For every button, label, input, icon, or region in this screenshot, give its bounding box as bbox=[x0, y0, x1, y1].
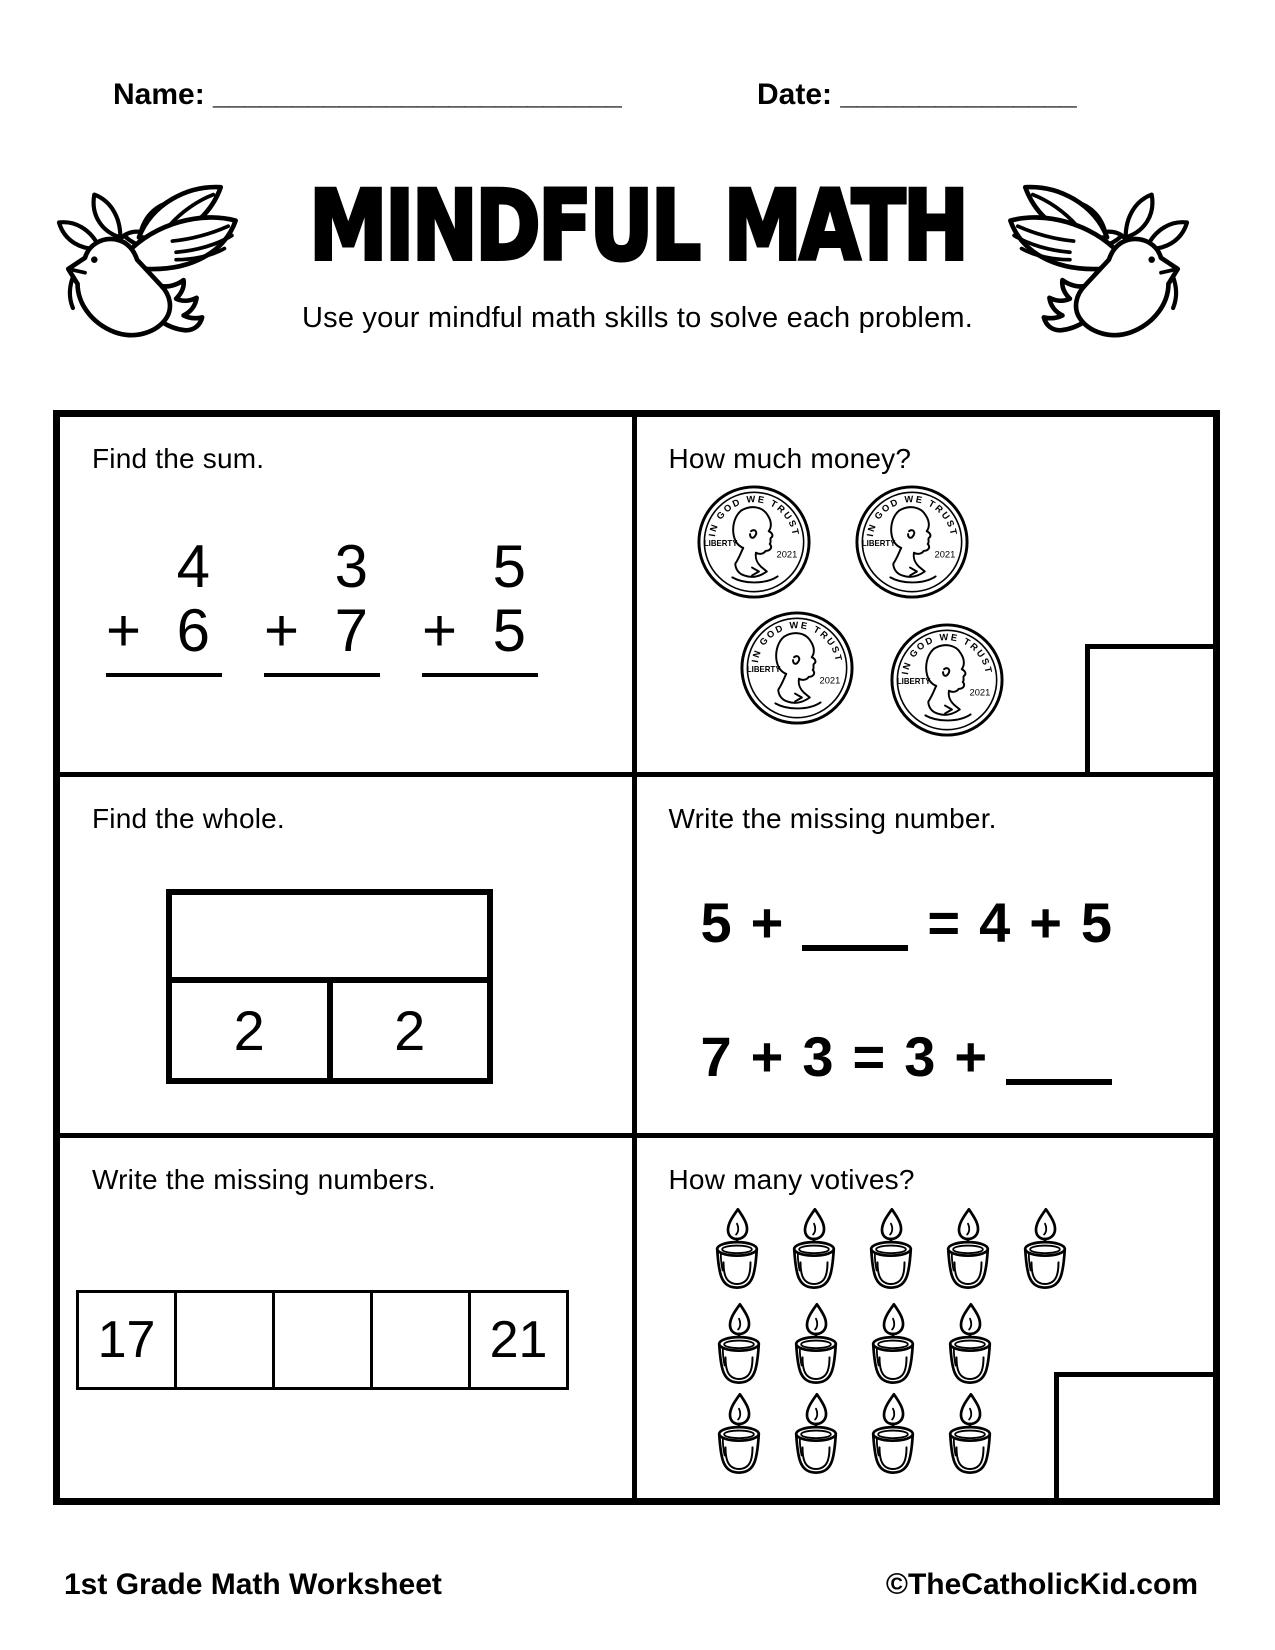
page-title: MINDFUL MATH bbox=[308, 170, 967, 282]
equation-token: 3 bbox=[904, 1025, 936, 1089]
equation bbox=[700, 1025, 1113, 1089]
answer-box[interactable] bbox=[1054, 1372, 1213, 1498]
addend-bottom: 7 bbox=[334, 597, 368, 664]
equation-token: 3 bbox=[802, 1025, 834, 1089]
section-money bbox=[637, 417, 1214, 777]
penny-coin-icon bbox=[695, 483, 813, 601]
penny-coin-icon bbox=[738, 609, 856, 727]
votive-candle-icon bbox=[712, 1391, 766, 1475]
plus-sign: + bbox=[422, 597, 458, 664]
votive-candle-icon bbox=[710, 1206, 764, 1290]
candle-row bbox=[710, 1206, 1072, 1290]
votive-candle-icon bbox=[712, 1301, 766, 1385]
section-find-whole bbox=[60, 777, 637, 1137]
name-field bbox=[113, 78, 621, 112]
section-votives bbox=[637, 1138, 1214, 1498]
penny-coin-icon bbox=[853, 483, 971, 601]
equation-token: 7 bbox=[700, 1025, 732, 1089]
votive-candle-icon bbox=[866, 1301, 920, 1385]
section-heading: Find the sum. bbox=[92, 443, 265, 474]
equation-token: + bbox=[750, 1025, 784, 1089]
votive-candle-icon bbox=[866, 1391, 920, 1475]
addend-top: 5 bbox=[492, 533, 526, 600]
footer-copyright: ©TheCatholicKid.com bbox=[885, 1568, 1198, 1601]
sequence-box-empty[interactable] bbox=[272, 1290, 373, 1390]
sequence-box: 17 bbox=[76, 1290, 177, 1390]
date-label: Date: bbox=[757, 78, 833, 111]
addition-problem[interactable] bbox=[422, 533, 538, 677]
part-box: 2 bbox=[172, 983, 333, 1078]
addend-top: 4 bbox=[176, 533, 210, 600]
penny-coin-icon bbox=[888, 621, 1006, 739]
addition-problem[interactable] bbox=[106, 533, 222, 677]
addend-bottom: 6 bbox=[176, 597, 210, 664]
footer-worksheet-label: 1st Grade Math Worksheet bbox=[64, 1568, 442, 1601]
candle-row bbox=[712, 1301, 997, 1385]
votive-candle-icon bbox=[789, 1301, 843, 1385]
equation-token: 4 bbox=[979, 891, 1011, 955]
addend-top: 3 bbox=[334, 533, 368, 600]
section-heading: How many votives? bbox=[668, 1163, 915, 1195]
section-missing-numbers bbox=[60, 1138, 637, 1498]
votive-candle-icon bbox=[941, 1206, 995, 1290]
equation-token: = bbox=[852, 1025, 886, 1089]
equation-token: 5 bbox=[1080, 891, 1113, 955]
plus-sign: + bbox=[264, 597, 300, 664]
votive-candle-icon bbox=[1018, 1206, 1072, 1290]
answer-box[interactable] bbox=[1085, 644, 1213, 772]
equation-token: + bbox=[750, 891, 784, 955]
section-heading: Write the missing numbers. bbox=[92, 1163, 436, 1195]
addition-problems bbox=[106, 533, 538, 677]
votive-candle-icon bbox=[943, 1301, 997, 1385]
equation-token: + bbox=[1029, 891, 1062, 955]
votive-candle-icon bbox=[864, 1206, 918, 1290]
section-heading: How much money? bbox=[668, 443, 912, 474]
part-part-whole-diagram bbox=[166, 889, 493, 1084]
answer-blank[interactable] bbox=[1006, 1041, 1112, 1085]
name-blank-line[interactable]: __________________________ bbox=[213, 78, 621, 111]
addend-bottom: 5 bbox=[492, 597, 526, 664]
votive-candle-icon bbox=[789, 1391, 843, 1475]
plus-sign: + bbox=[106, 597, 142, 664]
votive-candle-icon bbox=[787, 1206, 841, 1290]
sequence-box-empty[interactable] bbox=[174, 1290, 275, 1390]
number-sequence bbox=[76, 1290, 569, 1390]
name-label: Name: bbox=[113, 78, 205, 111]
section-find-sum bbox=[60, 417, 637, 777]
section-heading: Find the whole. bbox=[92, 803, 285, 835]
equation-token: + bbox=[954, 1025, 988, 1089]
whole-box[interactable] bbox=[172, 895, 487, 983]
sequence-box: 21 bbox=[468, 1290, 569, 1390]
section-missing-number bbox=[637, 777, 1214, 1137]
votive-candle-icon bbox=[943, 1391, 997, 1475]
date-field bbox=[757, 78, 1076, 112]
candle-row bbox=[712, 1391, 997, 1475]
sequence-box-empty[interactable] bbox=[370, 1290, 471, 1390]
date-blank-line[interactable]: _______________ bbox=[840, 78, 1076, 111]
section-heading: Write the missing number. bbox=[668, 803, 997, 835]
answer-blank[interactable] bbox=[802, 907, 908, 951]
part-box: 2 bbox=[394, 999, 426, 1063]
page-subtitle: Use your mindful math skills to solve each problem. bbox=[301, 302, 974, 334]
equation-token: = bbox=[927, 891, 961, 955]
addition-problem[interactable] bbox=[264, 533, 380, 677]
problem-grid bbox=[53, 410, 1220, 1505]
equation bbox=[700, 891, 1113, 955]
equation-token: 5 bbox=[700, 891, 732, 955]
